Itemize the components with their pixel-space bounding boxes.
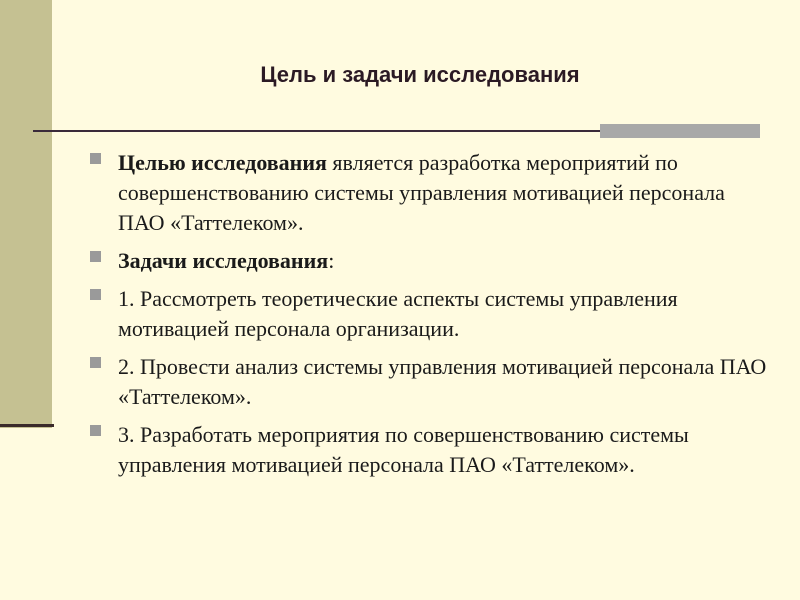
bullet-text: является разработка мероприятий по совершенствованию системы управления мотивацией персонала ПАО «Таттелеком». [118, 150, 725, 235]
side-decoration-rule [0, 424, 54, 427]
bullet-tasks-heading [90, 246, 770, 276]
square-bullet-icon [90, 425, 101, 436]
bullet-text: : [328, 248, 335, 273]
square-bullet-icon [90, 289, 101, 300]
bullet-task-2 [90, 352, 770, 412]
bullet-list [90, 148, 770, 488]
bullet-bold-text: Задачи исследования [118, 248, 329, 273]
bullet-text: 2. Провести анализ системы управления мотивацией персонала ПАО «Таттелеком». [118, 354, 767, 409]
bullet-bold-text: Целью исследования [118, 150, 327, 175]
bullet-text: 1. Рассмотреть теоретические аспекты системы управления мотивацией персонала организации. [118, 286, 678, 341]
title-accent-bar [600, 124, 760, 138]
square-bullet-icon [90, 153, 101, 164]
square-bullet-icon [90, 251, 101, 262]
square-bullet-icon [90, 357, 101, 368]
bullet-task-3 [90, 420, 770, 480]
slide-title: Цель и задачи исследования [260, 62, 580, 87]
bullet-task-1 [90, 284, 770, 344]
bullet-goal [90, 148, 770, 238]
bullet-text: 3. Разработать мероприятия по совершенствованию системы управления мотивацией персонала ПАО «Таттелеком». [118, 422, 689, 477]
